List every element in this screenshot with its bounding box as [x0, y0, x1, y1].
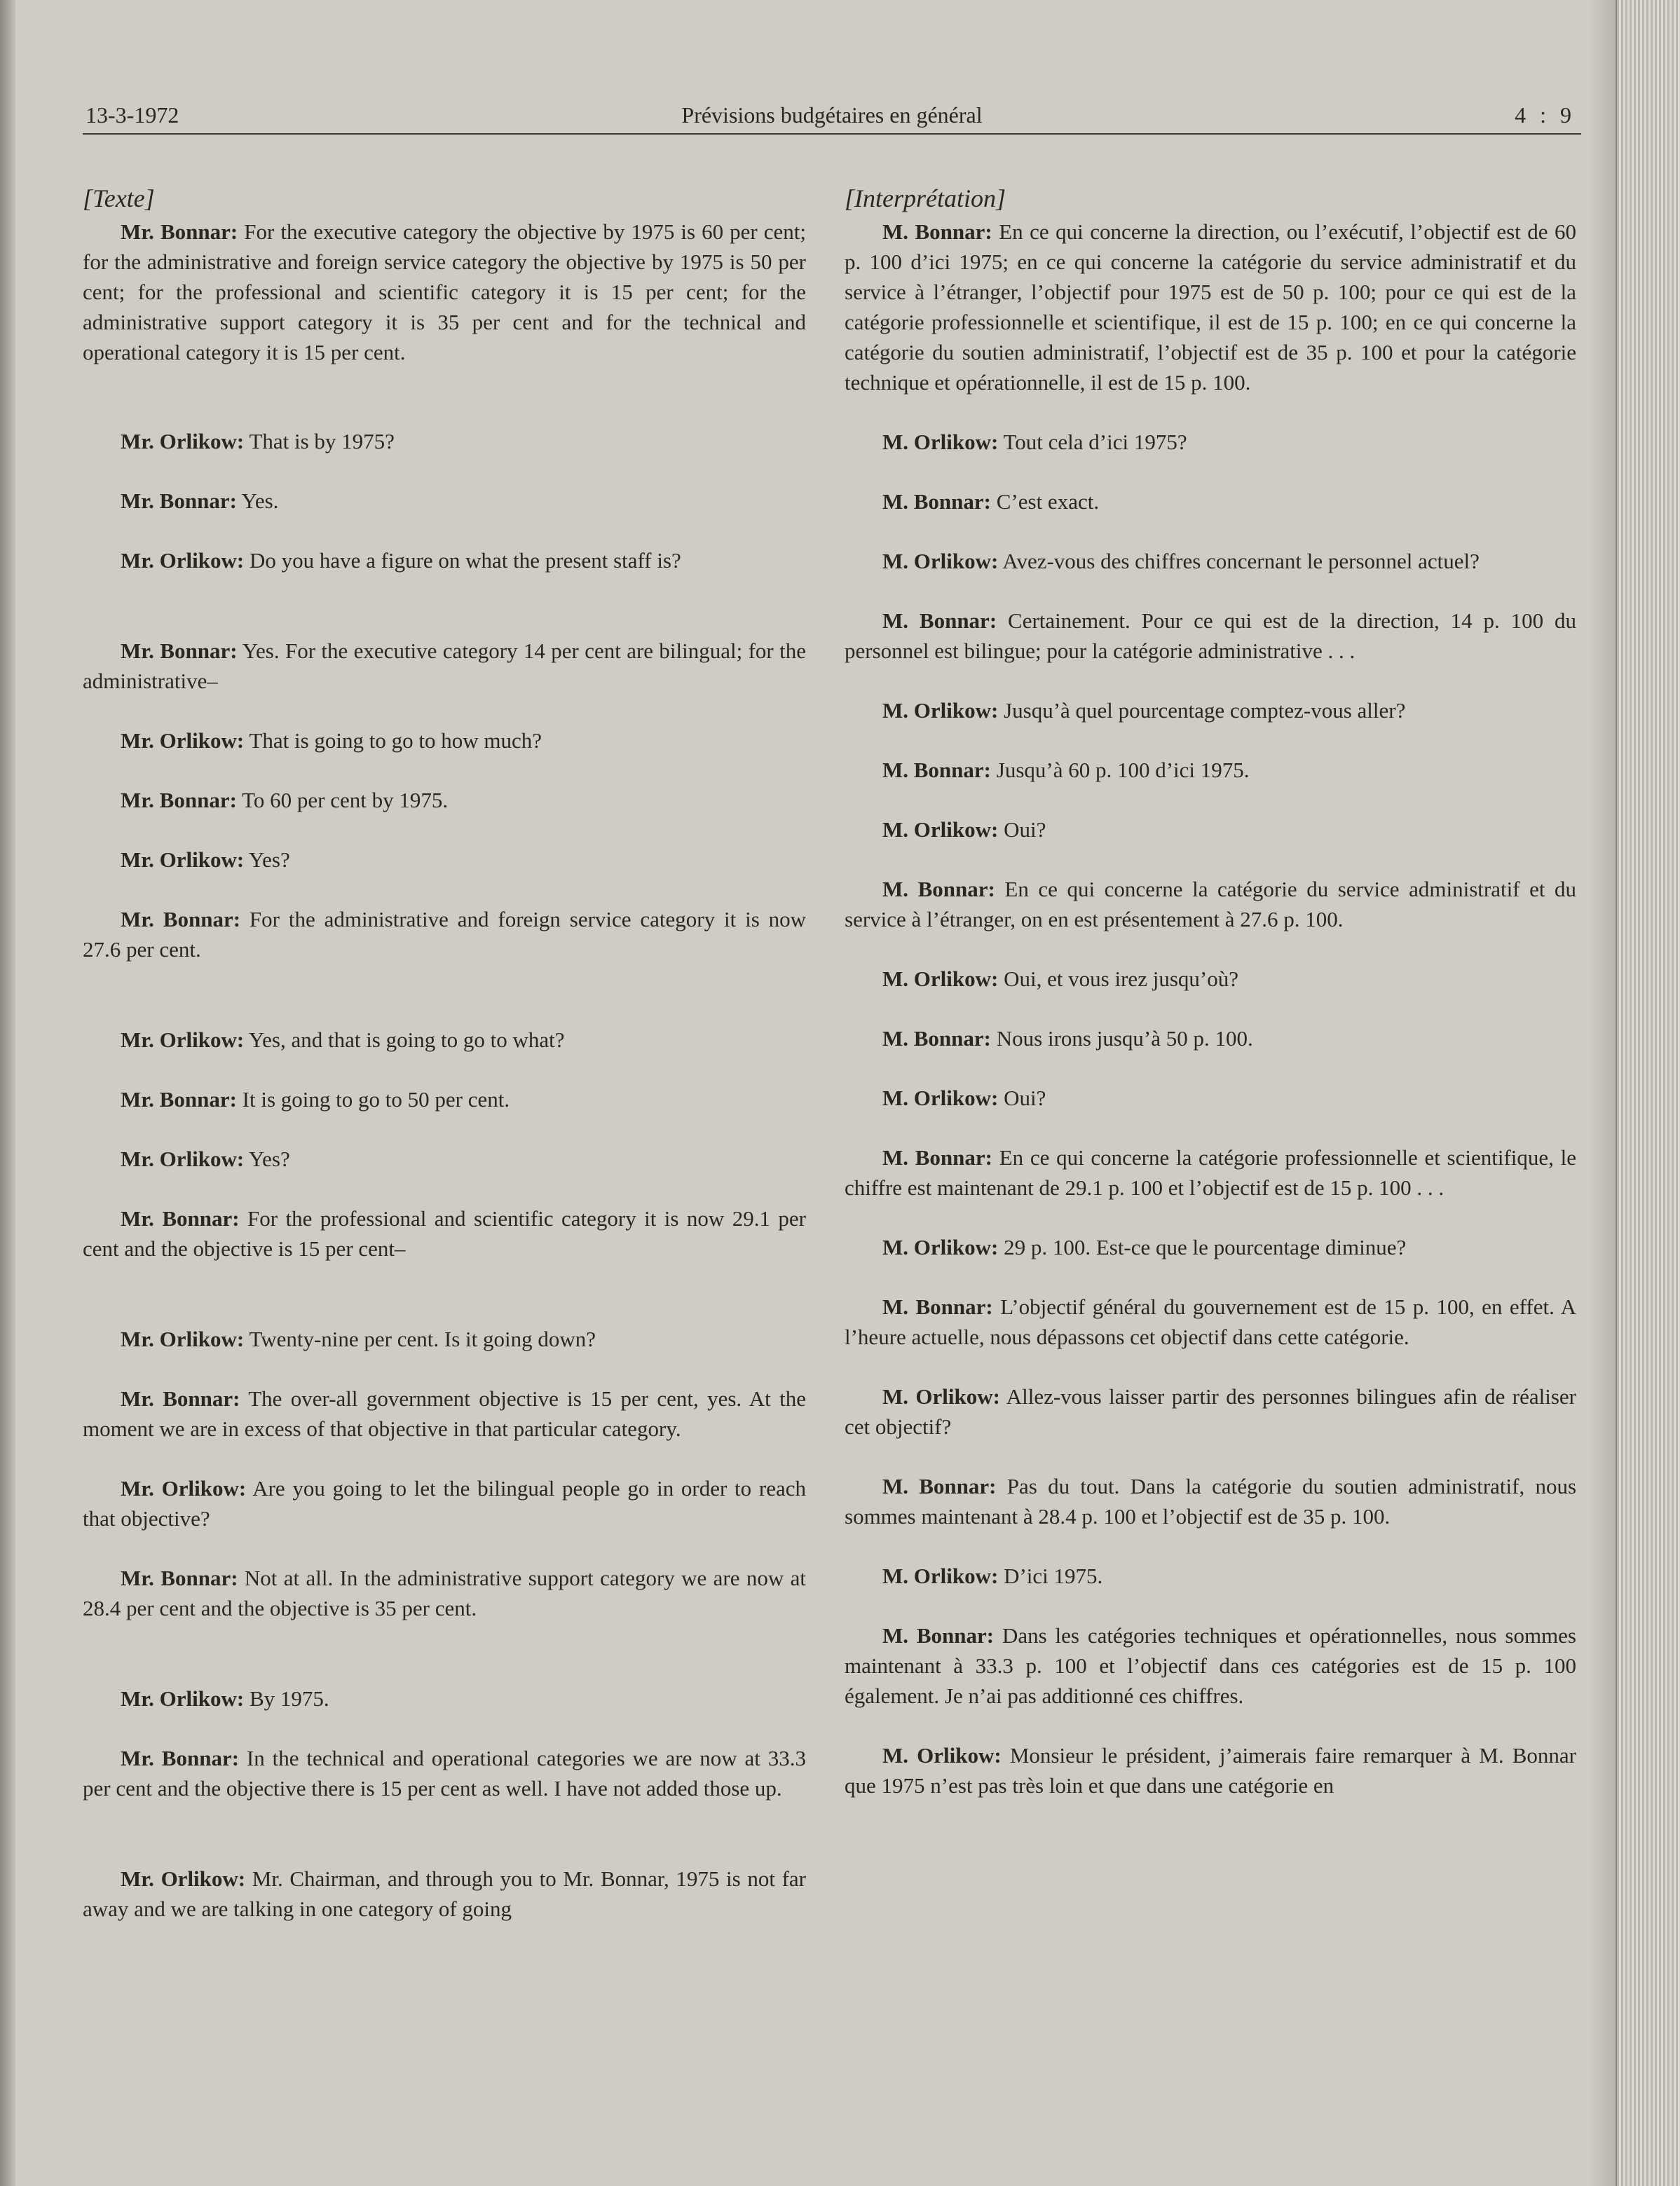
speaker-name: Mr. Orlikow:: [121, 728, 245, 753]
transcript-paragraph: [845, 1083, 1576, 1113]
speaker-name: Mr. Bonnar:: [121, 1386, 240, 1411]
paragraph-text: Not at all. In the administrative support category we are now at 28.4 per cent and the objective is 35 per cent.: [83, 1566, 807, 1620]
speaker-name: M. Bonnar:: [882, 219, 992, 244]
transcript-paragraph: [83, 725, 806, 756]
paragraph-text: En ce qui concerne la catégorie professionnelle et scientifique, le chiffre est maintenant de 29.1 p. 100 et l’objectif est de 15 p. 100 . . .: [845, 1145, 1577, 1200]
paragraph-text: Dans les catégories techniques et opérationnelles, nous sommes maintenant à 33.3 p. 100 et l’objectif dans ces catégories est de 15 p. 100 également. Je n’ai pas additionné ces chiffres.: [845, 1623, 1576, 1708]
transcript-paragraph: [83, 1144, 806, 1174]
transcript-paragraph: [845, 1561, 1576, 1591]
paragraph-text: Yes.: [241, 489, 279, 513]
transcript-paragraph: [845, 1292, 1576, 1352]
transcript-paragraph: [845, 1142, 1576, 1203]
transcript-paragraph: [845, 606, 1576, 666]
speaker-name: M. Bonnar:: [882, 1145, 992, 1170]
transcript-paragraph: [845, 874, 1576, 934]
paragraph-text: Twenty-nine per cent. Is it going down?: [249, 1327, 596, 1351]
paragraph-text: C’est exact.: [996, 489, 1100, 514]
transcript-paragraph: [83, 426, 806, 456]
speaker-name: M. Orlikow:: [882, 698, 999, 723]
speaker-name: Mr. Orlikow:: [121, 548, 245, 573]
transcript-paragraph: [845, 1471, 1576, 1531]
transcript-paragraph: [845, 1381, 1576, 1442]
english-column: [83, 184, 806, 1924]
transcript-paragraph: [83, 217, 806, 367]
paragraph-text: Oui?: [1004, 1086, 1046, 1110]
transcript-paragraph: [845, 964, 1576, 994]
transcript-paragraph: [845, 755, 1576, 785]
paragraph-text: It is going to go to 50 per cent.: [242, 1087, 510, 1112]
speaker-name: Mr. Orlikow:: [121, 1866, 246, 1891]
paragraph-text: By 1975.: [249, 1686, 329, 1711]
speaker-name: Mr. Orlikow:: [121, 1147, 245, 1171]
paragraph-text: Pas du tout. Dans la catégorie du soutien administratif, nous sommes maintenant à 28.4 p. 100 et l’objectif est de 35 p. 100.: [845, 1474, 1577, 1529]
speaker-name: Mr. Bonnar:: [121, 788, 237, 812]
transcript-paragraph: [83, 1563, 806, 1623]
speaker-name: Mr. Bonnar:: [121, 1087, 237, 1112]
section-label-texte: [Texte]: [83, 184, 155, 212]
scan-left-edge: [0, 0, 15, 2186]
paragraph-text: Do you have a figure on what the present staff is?: [249, 548, 681, 573]
paragraph-text: Are you going to let the bilingual people go in order to reach that objective?: [83, 1476, 806, 1531]
paragraph-text: Certainement. Pour ce qui est de la direction, 14 p. 100 du personnel est bilingue; pour la catégorie administrative . . .: [845, 608, 1576, 663]
paragraph-text: Jusqu’à 60 p. 100 d’ici 1975.: [996, 758, 1250, 782]
paragraph-text: Oui?: [1004, 817, 1046, 842]
speaker-name: M. Bonnar:: [882, 877, 995, 901]
french-column: [845, 184, 1576, 1801]
section-label-interpretation: [Interprétation]: [845, 184, 1006, 212]
transcript-paragraph: [845, 217, 1576, 397]
paragraph-text: Mr. Chairman, and through you to Mr. Bonnar, 1975 is not far away and we are talking in one category of going: [83, 1866, 807, 1921]
paragraph-text: To 60 per cent by 1975.: [242, 788, 449, 812]
paragraph-text: Yes?: [248, 1147, 290, 1171]
paragraph-text: Yes?: [248, 847, 290, 872]
speaker-name: M. Orlikow:: [882, 1235, 999, 1259]
speaker-name: M. Orlikow:: [882, 817, 999, 842]
transcript-paragraph: [845, 1232, 1576, 1262]
speaker-name: M. Orlikow:: [882, 1743, 1002, 1768]
paragraph-text: In the technical and operational categories we are now at 33.3 per cent and the objective there is 15 per cent as well. I have not added those up.: [83, 1746, 806, 1801]
speaker-name: M. Orlikow:: [882, 966, 999, 991]
transcript-paragraph: [845, 486, 1576, 517]
page-edge: [1616, 0, 1680, 2186]
speaker-name: M. Orlikow:: [882, 430, 999, 454]
transcript-paragraph: [845, 427, 1576, 457]
paragraph-text: L’objectif général du gouvernement est de 15 p. 100, en effet. A l’heure actuelle, nous dépassons cet objectif dans cette catégorie.: [845, 1294, 1577, 1349]
page-edge-shadow: [1589, 0, 1617, 2186]
paragraph-text: D’ici 1975.: [1004, 1564, 1103, 1588]
speaker-name: Mr. Bonnar:: [121, 219, 238, 244]
transcript-paragraph: [83, 1025, 806, 1055]
speaker-name: Mr. Bonnar:: [121, 1566, 238, 1590]
speaker-name: M. Bonnar:: [882, 489, 991, 514]
paragraph-text: That is by 1975?: [249, 429, 395, 453]
transcript-paragraph: [845, 1620, 1576, 1711]
transcript-paragraph: [83, 545, 806, 575]
speaker-name: Mr. Bonnar:: [121, 638, 238, 663]
speaker-name: M. Bonnar:: [882, 1474, 997, 1498]
paragraph-text: Yes, and that is going to go to what?: [248, 1027, 565, 1052]
speaker-name: Mr. Orlikow:: [121, 1686, 245, 1711]
running-head: [83, 98, 1581, 135]
speaker-name: Mr. Orlikow:: [121, 847, 245, 872]
paragraph-text: For the professional and scientific category it is now 29.1 per cent and the objective is 15 per cent–: [83, 1206, 806, 1261]
speaker-name: M. Bonnar:: [882, 1294, 993, 1319]
transcript-paragraph: [83, 1084, 806, 1114]
transcript-paragraph: [845, 546, 1576, 576]
speaker-name: M. Orlikow:: [882, 1564, 999, 1588]
header-page-number: 4 : 9: [1515, 102, 1576, 128]
speaker-name: Mr. Orlikow:: [121, 1327, 245, 1351]
transcript-paragraph: [845, 1740, 1576, 1801]
speaker-name: Mr. Orlikow:: [121, 1476, 247, 1501]
speaker-name: M. Bonnar:: [882, 758, 991, 782]
transcript-paragraph: [83, 636, 806, 696]
paragraph-text: The over-all government objective is 15 per cent, yes. At the moment we are in excess of that objective in that particular category.: [83, 1386, 806, 1441]
speaker-name: M. Bonnar:: [882, 608, 997, 633]
transcript-paragraph: [83, 1864, 806, 1924]
paragraph-text: Nous irons jusqu’à 50 p. 100.: [996, 1026, 1253, 1051]
transcript-paragraph: [83, 845, 806, 875]
header-date: 13-3-1972: [86, 102, 179, 128]
paragraph-text: En ce qui concerne la catégorie du service administratif et du service à l’étranger, on en est présentement à 27.6 p. 100.: [845, 877, 1577, 931]
speaker-name: M. Orlikow:: [882, 549, 999, 573]
paragraph-text: That is going to go to how much?: [249, 728, 542, 753]
transcript-paragraph: [83, 1203, 806, 1264]
paragraph-text: En ce qui concerne la direction, ou l’exécutif, l’objectif est de 60 p. 100 d’ici 1975; en ce qui concerne la catégorie du service administratif et du service à l’étranger, l’objectif pour 1975 est de 50 p. 100; pour ce qui est de la catégorie professionnelle et scientifique, il est de 15 p. 100; en ce qui concerne la catégorie du soutien administratif, l’objectif est de 35 p. 100 et pour la catégorie technique et opérationnelle, il est de 15 p. 100.: [845, 219, 1577, 395]
transcript-paragraph: [83, 1384, 806, 1444]
transcript-paragraph: [845, 1023, 1576, 1053]
paragraph-text: Monsieur le président, j’aimerais faire remarquer à M. Bonnar que 1975 n’est pas très loin et que dans une catégorie en: [845, 1743, 1576, 1798]
transcript-paragraph: [83, 904, 806, 964]
paragraph-text: Avez-vous des chiffres concernant le personnel actuel?: [1002, 549, 1480, 573]
transcript-paragraph: [83, 1324, 806, 1354]
paragraph-text: Jusqu’à quel pourcentage comptez-vous aller?: [1004, 698, 1406, 723]
transcript-paragraph: [83, 1473, 806, 1533]
paragraph-text: Allez-vous laisser partir des personnes bilingues afin de réaliser cet objectif?: [845, 1384, 1577, 1439]
speaker-name: M. Bonnar:: [882, 1623, 995, 1648]
speaker-name: Mr. Bonnar:: [121, 907, 241, 931]
transcript-paragraph: [83, 486, 806, 516]
speaker-name: Mr. Bonnar:: [121, 1206, 240, 1231]
transcript-paragraph: [845, 695, 1576, 725]
header-title: Prévisions budgétaires en général: [681, 102, 983, 128]
speaker-name: M. Orlikow:: [882, 1384, 1000, 1409]
paragraph-text: 29 p. 100. Est-ce que le pourcentage diminue?: [1004, 1235, 1407, 1259]
speaker-name: M. Bonnar:: [882, 1026, 991, 1051]
paragraph-text: For the administrative and foreign service category it is now 27.6 per cent.: [83, 907, 807, 962]
paragraph-text: For the executive category the objective by 1975 is 60 per cent; for the administrative and foreign service category the objective by 1975 is 50 per cent; for the professional and scientific category it is 15 per cent; for the administrative support category it is 35 per cent and for the technical and operational category it is 15 per cent.: [83, 219, 807, 364]
speaker-name: Mr. Bonnar:: [121, 1746, 240, 1770]
paragraph-text: Tout cela d’ici 1975?: [1003, 430, 1187, 454]
speaker-name: M. Orlikow:: [882, 1086, 999, 1110]
transcript-paragraph: [83, 1743, 806, 1803]
transcript-paragraph: [845, 814, 1576, 845]
transcript-paragraph: [83, 1683, 806, 1714]
speaker-name: Mr. Bonnar:: [121, 489, 237, 513]
speaker-name: Mr. Orlikow:: [121, 1027, 245, 1052]
transcript-paragraph: [83, 785, 806, 815]
paragraph-text: Yes. For the executive category 14 per cent are bilingual; for the administrative–: [83, 638, 806, 693]
speaker-name: Mr. Orlikow:: [121, 429, 245, 453]
paragraph-text: Oui, et vous irez jusqu’où?: [1004, 966, 1238, 991]
